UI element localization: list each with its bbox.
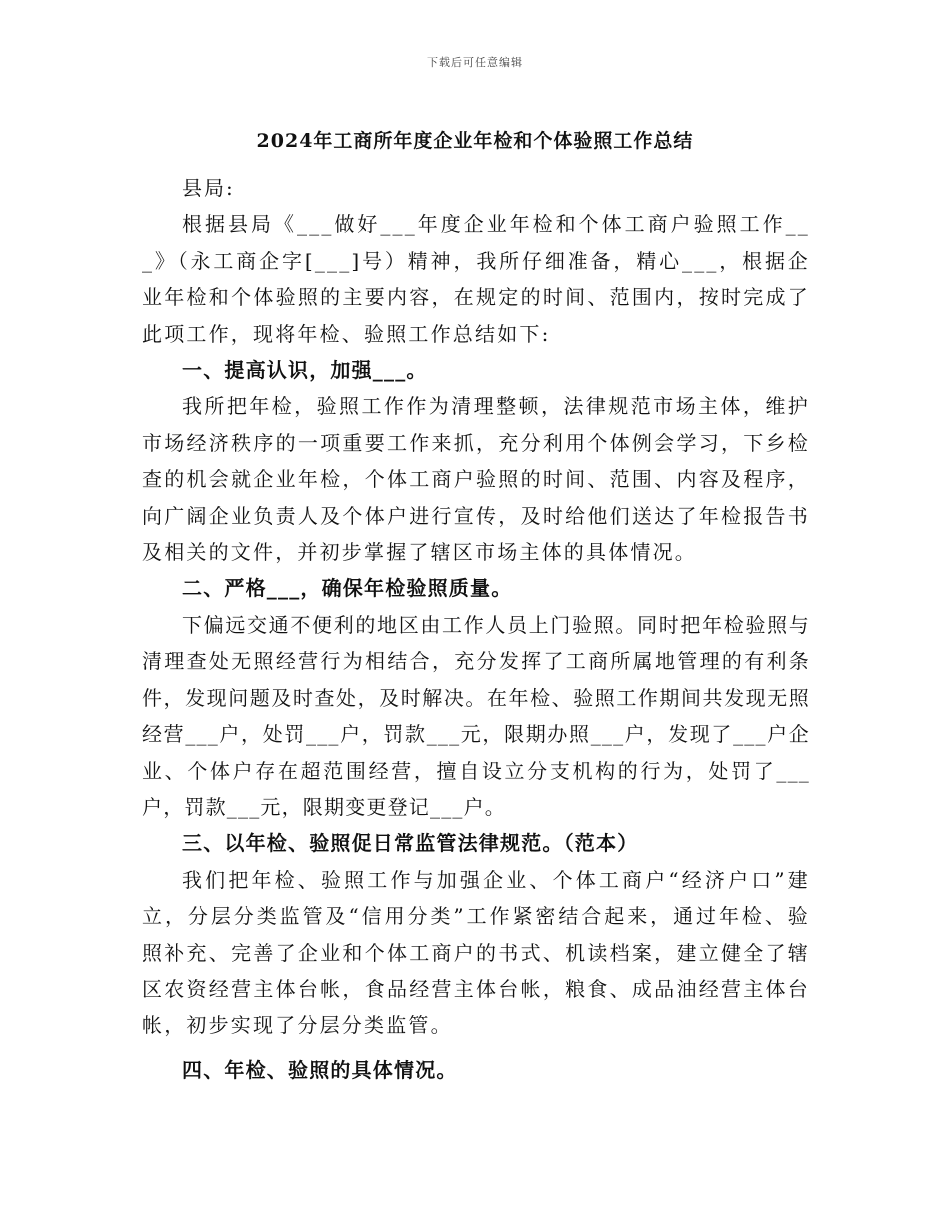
section-heading-1: 一、提高认识，加强___。 [182,358,428,383]
section-heading-3: 三、以年检、验照促日常监管法律规范。（范本） [182,831,639,856]
section-heading-2: 二、严格___，确保年检验照质量。 [182,576,513,601]
section-heading-4: 四、年检、验照的具体情况。 [182,1057,458,1082]
section-paragraph-1: 我所把年检，验照工作作为清理整顿，法律规范市场主体，维护市场经济秩序的一项重要工作来抓，充分利用个体例会学习，下乡检查的机会就企业年检，个体工商户验照的时间、范围、内容及程序，向广阔企业负责人及个体户进行宣传，及时给他们送达了年检报告书及相关的文件，并初步掌握了辖区市场主体的具体情况。 [142,394,810,565]
section-paragraph-2: 下偏远交通不便利的地区由工作人员上门验照。同时把年检验照与清理查处无照经营行为相结合，充分发挥了工商所属地管理的有利条件，发现问题及时查处，及时解决。在年检、验照工作期间共发现无照经营___户，处罚___户，罚款___元，限期办照___户，发现了___户企业、个体户存在超范围经营，擅自设立分支机构的行为，处罚了___户，罚款___元，限期变更登记___户。 [142,612,810,819]
intro-paragraph: 根据县局《___做好___年度企业年检和个体工商户验照工作___》（永工商企字[___]号）精神，我所仔细准备，精心___，根据企业年检和个体验照的主要内容，在规定的时间、范围内，按时完成了此项工作，现将年检、验照工作总结如下: [142,212,810,346]
addressee: 县局: [182,176,235,200]
document-body [142,170,810,1088]
document-title: 2024年工商所年度企业年检和个体验照工作总结 [256,130,694,152]
section-paragraph-3: 我们把年检、验照工作与加强企业、个体工商户“经济户口”建立，分层分类监管及“信用分类”工作紧密结合起来，通过年检、验照补充、完善了企业和个体工商户的书式、机读档案，建立健全了辖区农资经营主体台帐，食品经营主体台帐，粮食、成品油经营主体台帐，初步实现了分层分类监管。 [142,867,810,1038]
header-note: 下载后可任意编辑 [427,56,523,69]
